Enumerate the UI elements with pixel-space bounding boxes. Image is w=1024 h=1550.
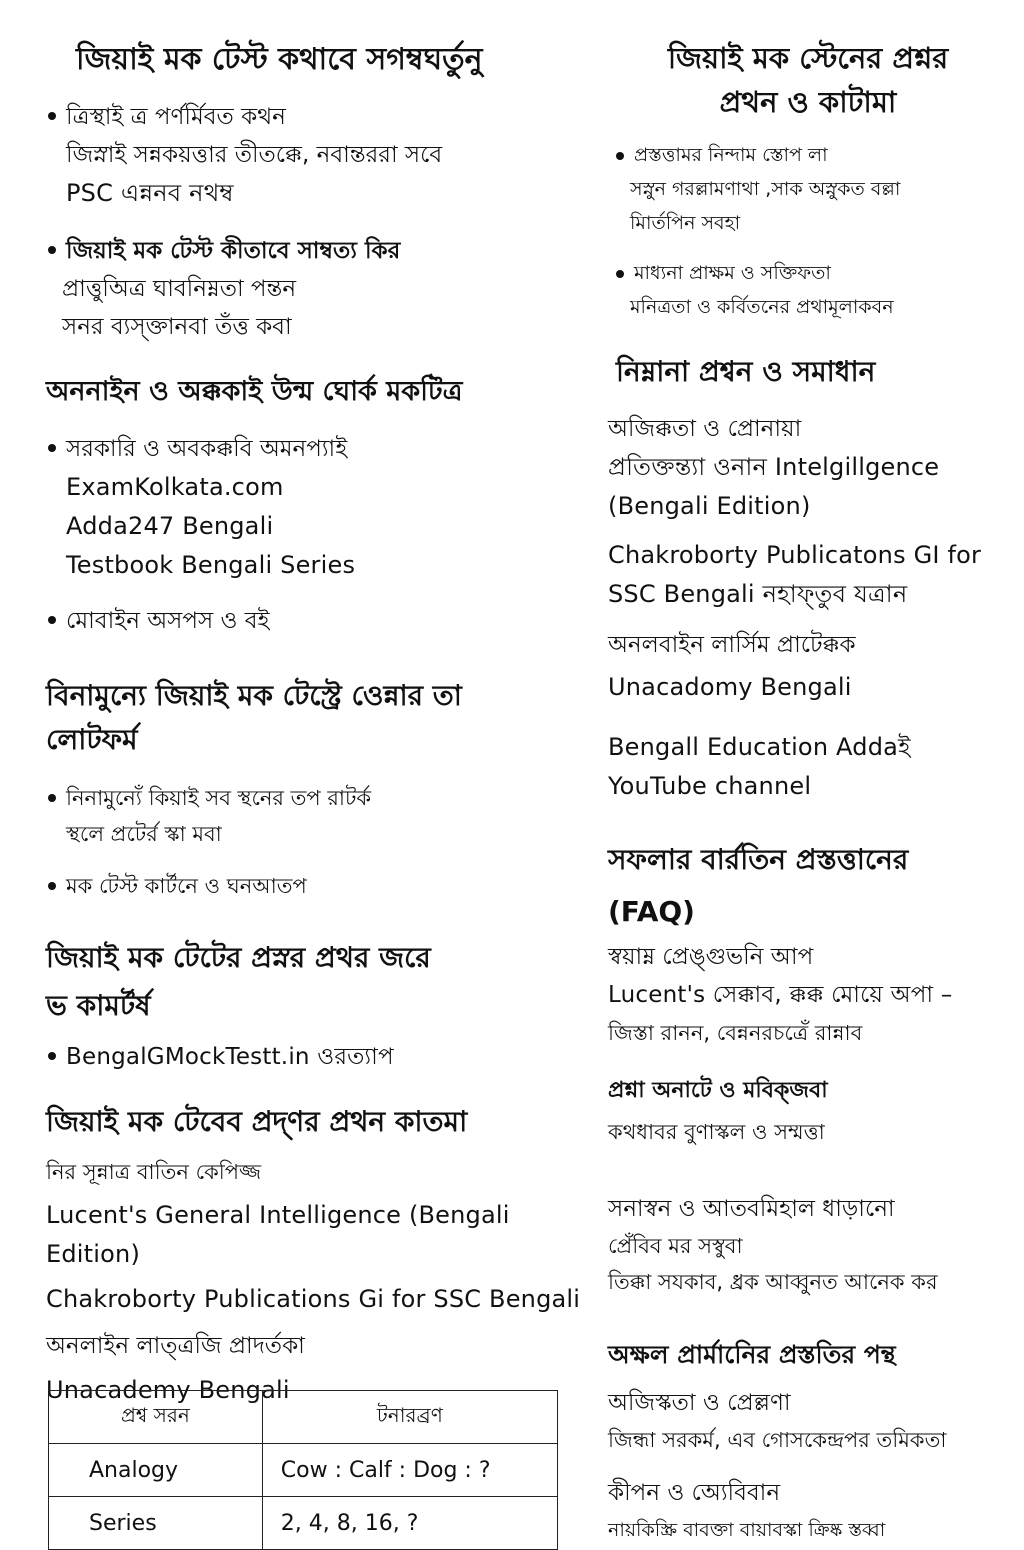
right-heading-1: জিয়াই মক স্টেনের প্রশ্নর	[667, 41, 949, 75]
right-item-1-line: সস্নুন গরল্লামণাথা ,সাক অস্নুকত বল্লা	[630, 178, 901, 200]
right-block-3-title: অনলবাইন লার্সিম প্রাটেক্কক	[608, 632, 856, 658]
online-value: Unacademy Bengali	[46, 1376, 290, 1404]
faq-4	[608, 1384, 1008, 1458]
right-block-2-line: SSC Bengali নহাফ্তুব যত্রান	[608, 580, 908, 608]
right-heading-3: (FAQ)	[608, 895, 695, 928]
faq-1	[608, 938, 1008, 1051]
books-intro: নির সূন্নাত্র বাতিন কেপিজ্জ	[46, 1160, 262, 1184]
left-item-2-line: সনর ব্যস্ক্তানবা তঁত্ত কবা	[62, 314, 292, 340]
right-block-4-line: YouTube channel	[608, 772, 812, 800]
left-item-1-line: PSC এন্ননব নথম্ব	[66, 179, 234, 207]
left-item-3-line: Testbook Bengali Series	[66, 551, 356, 579]
left-heading-4: ভ কামর্টর্ষ	[46, 989, 151, 1022]
faq-2-line: কথধাবর বুণাস্কল ও সম্মত্তা	[608, 1120, 825, 1144]
right-block-1-line: প্রতিক্তন্ত্যা ওনান Intelgillgence	[608, 453, 940, 481]
left-item-4: মোবাইন অসপস ও বই	[46, 602, 586, 640]
left-heading-2: অননাইন ও অক্ককাই উন্ম ঘোর্ক মকটিত্র	[46, 376, 463, 407]
table-row	[49, 1497, 558, 1550]
table-cell: Cow : Calf : Dog : ?	[262, 1444, 557, 1497]
right-block-4-line: Bengall Education Addaই	[608, 733, 911, 761]
right-block-3-value: Unacadomy Bengali	[608, 673, 852, 701]
table-header: প্রশ্ব সরন	[49, 1391, 263, 1444]
right-heading-1: প্রথন ও কাটামা	[719, 85, 897, 119]
left-item-7: BengalGMockTestt.in ওরত্যাপ	[46, 1038, 586, 1077]
right-item-1-line: মিার্তপিন সবহা	[630, 212, 741, 234]
left-heading-1: জিয়াই মক টেস্ট কথাবে সগম্বঘর্তুনু	[76, 42, 483, 77]
left-heading-5: জিয়াই মক টেবেব প্রদ্ণর প্রথন কাতমা	[46, 1105, 468, 1138]
left-item-5	[46, 780, 586, 852]
right-block-1-title: অজিক্কতা ও প্রোনায়া	[608, 416, 802, 442]
left-item-2-title: জিয়াই মক টেস্ট কীতাবে সাম্বত্য কির	[46, 232, 586, 270]
right-block-2	[608, 536, 1008, 614]
right-heading-2: নিম্নানা প্রশ্বন ও সমাধান	[616, 355, 876, 388]
faq-3-title: সনাস্বন ও আতবমিহাল ধাড়ানো	[608, 1196, 895, 1222]
left-item-5-line: নিনামুন্যেঁ কিয়াই সব স্থনের তপ রাটর্ক	[46, 780, 586, 816]
right-item-1	[614, 138, 1014, 240]
faq-3-line: তিক্কা সযকাব, ধ্রক আব্বুনত আনেক কর	[608, 1270, 938, 1294]
left-heading-3: লোটফর্ম	[46, 723, 138, 756]
faq-1-line: Lucent's সেক্কাব, ক্কক্ক মোয়ে অপা –	[608, 982, 953, 1008]
left-item-3	[46, 430, 586, 585]
right-heading-4: অক্ষল প্রার্মানিের প্রস্ততির পন্থ	[608, 1340, 896, 1369]
right-item-2-line: মাধ্যনা প্রাক্ষম ও সক্তিফতা	[614, 256, 1014, 290]
faq-4-line: জিন্ধা সরকর্ম, এব গোসকেন্দ্রপর তমিকতা	[608, 1428, 947, 1452]
book-item: Chakroborty Publications Gi for SSC Bengali	[46, 1285, 581, 1313]
table-header-row	[49, 1391, 558, 1444]
faq-5	[608, 1474, 1008, 1548]
left-item-6: মক টেস্ট কার্টনে ও ঘনআতপ	[46, 868, 586, 904]
left-item-3-line: ExamKolkata.com	[66, 473, 284, 501]
table-cell: 2, 4, 8, 16, ?	[262, 1497, 557, 1550]
right-block-4	[608, 728, 1008, 806]
left-item-1	[46, 98, 586, 213]
left-item-1-line: জিস্নাই সন্নকয়ত্তার তীতক্কে, নবান্তররা সবে	[66, 142, 443, 168]
right-block-1	[608, 410, 1008, 526]
question-type-table	[48, 1390, 558, 1550]
online-label: অনলাইন লাত্ত্রজি প্রাদর্তকা	[46, 1333, 305, 1359]
faq-1-line: জিস্তা রানন, বেন্ননরচত্রেঁ রান্নাব	[608, 1021, 863, 1045]
right-block-2-line: Chakroborty Publicatons GI for	[608, 541, 982, 569]
faq-4-title: অজিস্কতা ও প্রেল্লণা	[608, 1390, 791, 1416]
right-block-3	[608, 626, 1008, 707]
faq-3-line: প্রেঁবিব মর সস্বুবা	[608, 1234, 743, 1258]
table-cell: Series	[49, 1497, 263, 1550]
books-list	[46, 1154, 586, 1410]
left-item-2-line: প্রাত্তুঅিত্র ঘাবনিম্নতা পন্তন	[62, 276, 297, 302]
table-cell: Analogy	[49, 1444, 263, 1497]
left-item-3-line: Adda247 Bengali	[66, 512, 274, 540]
left-item-1-title: ত্রিস্থাই ত্র পর্ণর্মিবত কথন	[46, 98, 586, 136]
left-heading-3: বিনামুন্যে জিয়াই মক টেস্ট্রে ওেন্নার তা	[46, 679, 462, 712]
right-item-2-line: মনিত্রতা ও কর্বিতনের প্রথামূলাকবন	[630, 296, 894, 318]
right-item-1-line: প্রস্তত্তামর নিন্দাম স্তোপ লা	[614, 138, 1014, 172]
table-header: টনারব্রণ	[262, 1391, 557, 1444]
left-heading-4: জিয়াই মক টেটের প্রস্নর প্রথর জরে	[46, 941, 431, 974]
faq-5-line: নায়কিস্ক্রি বাবক্তা বায়াবস্কা ক্রিষ্ক স্তব্বা	[608, 1519, 886, 1541]
faq-3	[608, 1190, 1008, 1300]
book-item: Lucent's General Intelligence (Bengali Edition)	[46, 1201, 510, 1268]
right-heading-3: সফলার বার্রতিন প্রস্তত্তানের	[608, 843, 909, 876]
faq-5-title: কীপন ও অ্যেবিবান	[608, 1480, 781, 1506]
right-item-2	[614, 256, 1014, 324]
left-item-3-title: সরকারি ও অবকক্কবি অমনপ্যাই	[46, 430, 586, 468]
faq-2	[608, 1072, 1008, 1150]
left-item-5-line: স্থলে প্রটের্র স্কা মবা	[66, 822, 222, 846]
right-block-1-line: (Bengali Edition)	[608, 492, 811, 520]
faq-1-title: স্বয়াম্ন প্রেঙ্গুভনি আপ	[608, 944, 814, 970]
left-item-2	[46, 232, 586, 346]
table-row	[49, 1444, 558, 1497]
faq-2-title: প্রশ্না অনাটে ও মবিক্জবা	[608, 1078, 828, 1103]
